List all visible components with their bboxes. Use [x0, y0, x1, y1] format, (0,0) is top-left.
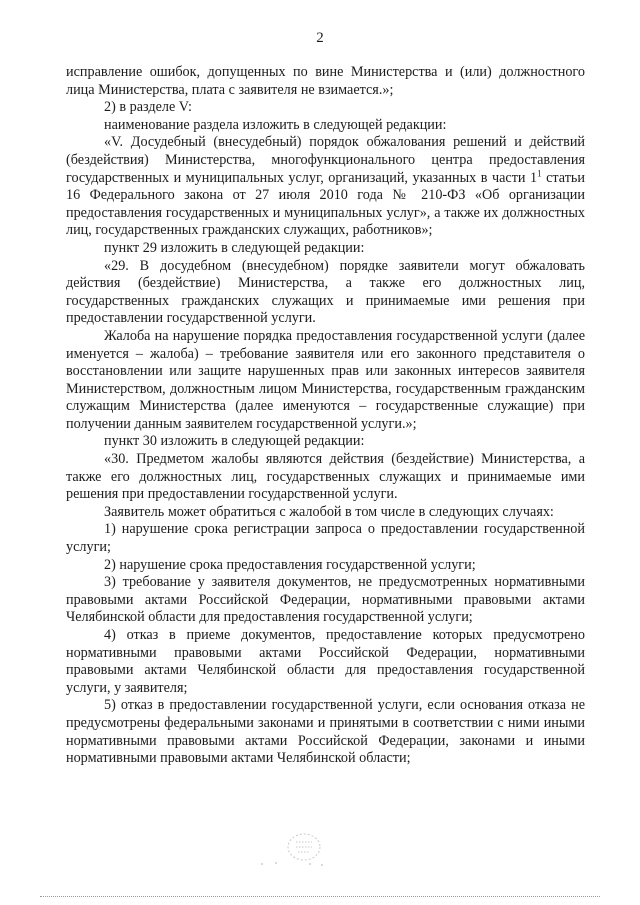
- paragraph: 2) в разделе V:: [104, 99, 192, 116]
- paragraph: пункт 30 изложить в следующей редакции:: [104, 433, 365, 450]
- paragraph: наименование раздела изложить в следующей редакции:: [104, 116, 447, 133]
- paragraph: «V. Досудебный (внесудебный) порядок обжалования решений и действий (бездействия) Министерства, многофункционального центра предоставления государственных и муниципальных услуг, организаций, указанных в части $1^1$ статьи 16 Федерального закона от 27 июля 2010 года № 210-ФЗ «Об организации предоставления государственных и муниципальных услуг», а также их должностных лиц, государственных гражданских служащих, работников»;: [66, 134, 585, 239]
- paragraph: «29. В досудебном (внесудебном) порядке заявители могут обжаловать действия (бездействие) Министерства, а также его должностных лиц, государственных гражданских служащих и принимаемые ими решения при предоставлении государственной услуги.: [66, 257, 585, 327]
- paragraph: пункт 29 изложить в следующей редакции:: [104, 239, 365, 256]
- paragraph: 5) отказ в предоставлении государственной услуги, если основания отказа не предусмотрены федеральными законами и принятыми в соответствии с ними иными нормативными правовыми актами Российской Федерации, законами и иными нормативными правовыми актами Челябинской области;: [66, 697, 585, 767]
- document-body: [66, 64, 585, 768]
- paragraph: Заявитель может обратиться с жалобой в том числе в следующих случаях:: [104, 503, 554, 520]
- paragraph: «30. Предметом жалобы являются действия (бездействие) Министерства, а также его должностных лиц, государственных служащих и принимаемые ими решения при предоставлении государственной услуги.: [66, 451, 585, 503]
- paragraph: 4) отказ в приеме документов, предоставление которых предусмотрено нормативными правовыми актами Российской Федерации, нормативными правовыми актами Челябинской области для предоставления государственной услуги, у заявителя;: [66, 627, 585, 696]
- paragraph: исправление ошибок, допущенных по вине Министерства и (или) должностного лица Министерства, плата с заявителя не взимается.»;: [66, 64, 585, 98]
- paragraph: Жалоба на нарушение порядка предоставления государственной услуги (далее именуется – жалоба) – требование заявителя или его законного представителя о восстановлении или защите нарушенных прав или законных интересов заявителя Министерством, должностным лицом Министерства, государственным гражданским служащим Министерства (далее именуются – государственные служащие) при получении данным заявителем государственной услуги.»;: [66, 327, 585, 432]
- paragraph: 1) нарушение срока регистрации запроса о предоставлении государственной услуги;: [66, 521, 585, 556]
- paragraph: 3) требование у заявителя документов, не предусмотренных нормативными правовыми актами Российской Федерации, нормативными правовыми актами Челябинской области для предоставления государственной услуги;: [66, 574, 585, 626]
- paragraph: 2) нарушение срока предоставления государственной услуги;: [104, 556, 476, 573]
- scan-edge-divider: [40, 896, 600, 898]
- scan-dots-icon: [258, 858, 328, 870]
- page-number: 2: [316, 30, 324, 46]
